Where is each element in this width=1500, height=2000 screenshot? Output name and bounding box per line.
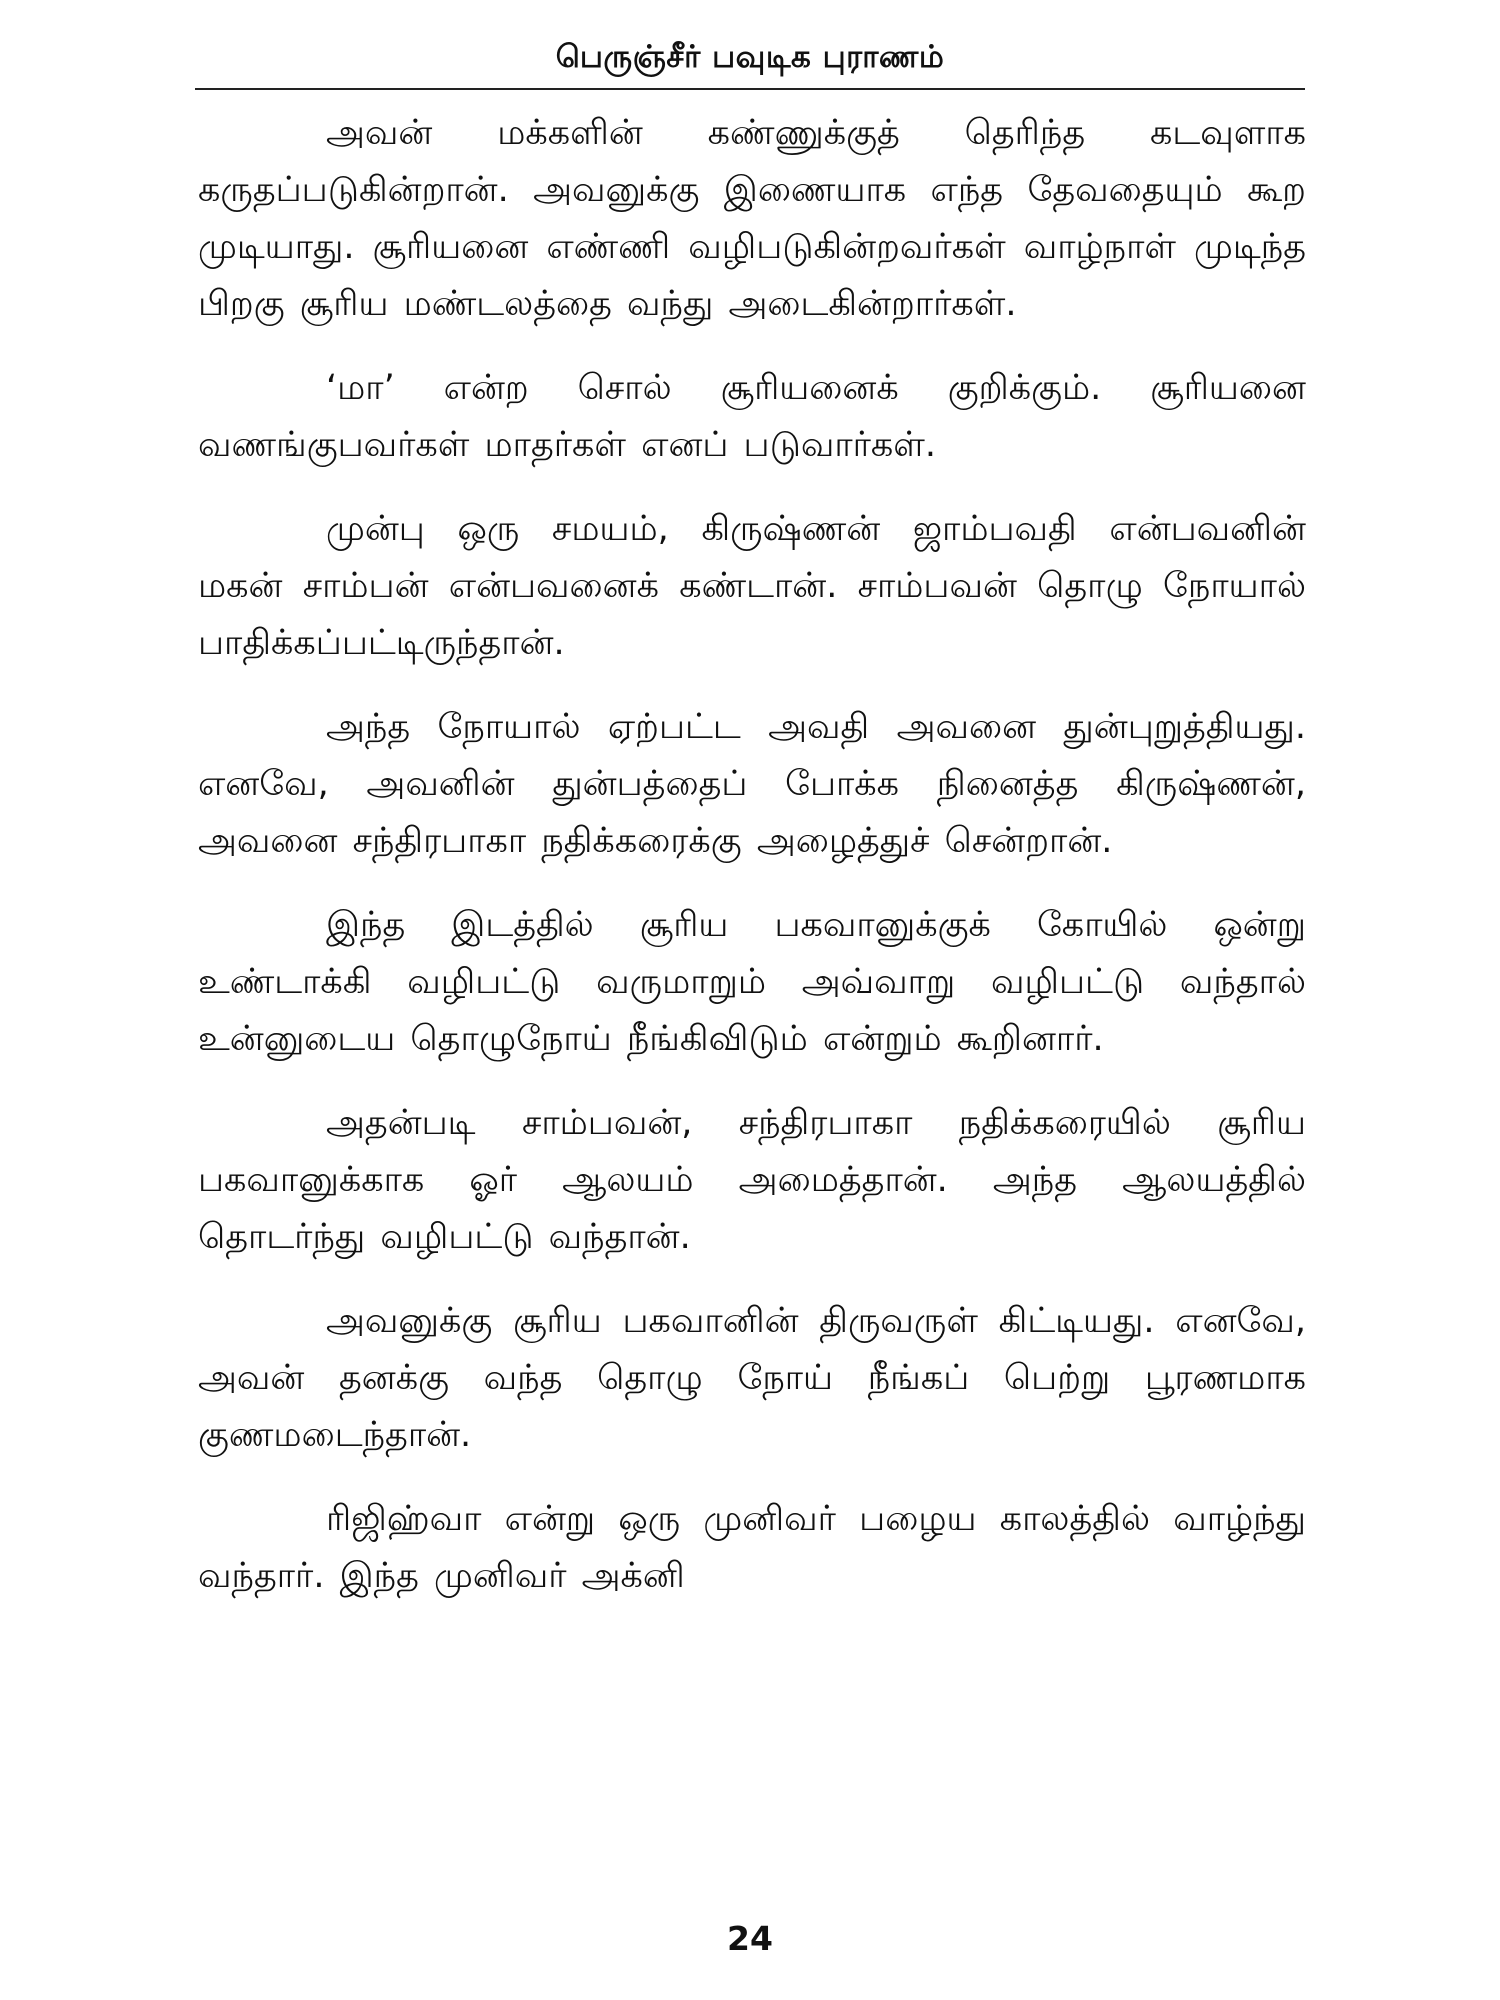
- paragraph-7: அவனுக்கு சூரிய பகவானின் திருவருள் கிட்டியது. எனவே, அவன் தனக்கு வந்த தொழு நோய் நீங்கப் பெற்று பூரணமாக குணமடைந்தான்.: [198, 1301, 1306, 1455]
- paragraph-5: இந்த இடத்தில் சூரிய பகவானுக்குக் கோயில் ஒன்று உண்டாக்கி வழிபட்டு வருமாறும் அவ்வாறு வழிபட்டு வந்தால் உன்னுடைய தொழுநோய் நீங்கிவிடும் என்றும் கூறினார்.: [198, 905, 1306, 1059]
- paragraph-4: அந்த நோயால் ஏற்பட்ட அவதி அவனை துன்புறுத்தியது. எனவே, அவனின் துன்பத்தைப் போக்க நினைத்த கிருஷ்ணன், அவனை சந்திரபாகா நதிக்கரைக்கு அழைத்துச் சென்றான்.: [198, 707, 1306, 861]
- paragraph-8: ரிஜிஹ்வா என்று ஒரு முனிவர் பழைய காலத்தில் வாழ்ந்து வந்தார். இந்த முனிவர் அக்னி: [198, 1499, 1306, 1596]
- paragraph-6: அதன்படி சாம்பவன், சந்திரபாகா நதிக்கரையில் சூரிய பகவானுக்காக ஓர் ஆலயம் அமைத்தான். அந்த ஆலயத்தில் தொடர்ந்து வழிபட்டு வந்தான்.: [198, 1103, 1306, 1257]
- page-body: [198, 105, 1306, 1632]
- running-header-title: பெருஞ்சீர் பவுடிக புராணம்: [555, 39, 945, 75]
- paragraph-2: ‘மா’ என்ற சொல் சூரியனைக் குறிக்கும். சூரியனை வணங்குபவர்கள் மாதர்கள் எனப் படுவார்கள்.: [198, 368, 1306, 465]
- paragraph-3: முன்பு ஒரு சமயம், கிருஷ்ணன் ஜாம்பவதி என்பவனின் மகன் சாம்பன் என்பவனைக் கண்டான். சாம்பவன் தொழு நோயால் பாதிக்கப்பட்டிருந்தான்.: [198, 509, 1306, 663]
- paragraph-1: அவன் மக்களின் கண்ணுக்குத் தெரிந்த கடவுளாக கருதப்படுகின்றான். அவனுக்கு இணையாக எந்த தேவதையும் கூற முடியாது. சூரியனை எண்ணி வழிபடுகின்றவர்கள் வாழ்நாள் முடிந்த பிறகு சூரிய மண்டலத்தை வந்து அடைகின்றார்கள்.: [198, 113, 1306, 324]
- header-divider: [195, 88, 1305, 90]
- page-number: 24: [727, 1919, 773, 1958]
